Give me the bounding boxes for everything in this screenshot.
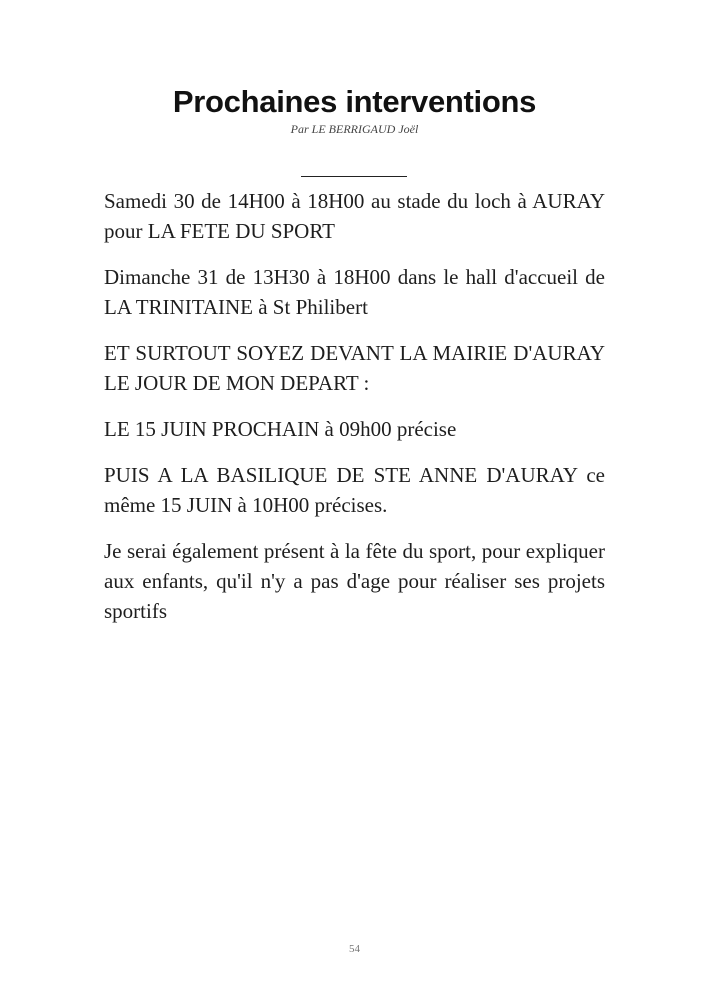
paragraph-samedi: Samedi 30 de 14H00 à 18H00 au stade du loch à AURAY pour LA FETE DU SPORT — [104, 189, 605, 243]
author-byline: Par LE BERRIGAUD Joël — [290, 122, 419, 136]
page-title: Prochaines interventions — [172, 84, 537, 119]
paragraph-basilique: PUIS A LA BASILIQUE DE STE ANNE D'AURAY ce même 15 JUIN à 10H00 précises. — [104, 463, 605, 517]
paragraph-mairie: ET SURTOUT SOYEZ DEVANT LA MAIRIE D'AURAY LE JOUR DE MON DEPART : — [104, 341, 605, 395]
paragraph-dimanche: Dimanche 31 de 13H30 à 18H00 dans le hall d'accueil de LA TRINITAINE à St Philibert — [104, 265, 605, 319]
body-text — [104, 186, 605, 642]
title-divider — [301, 176, 407, 177]
paragraph-15-juin: LE 15 JUIN PROCHAIN à 09h00 précise — [104, 417, 457, 441]
paragraph-fete-du-sport: Je serai également présent à la fête du sport, pour expliquer aux enfants, qu'il n'y a pas d'age pour réaliser ses projets sportifs — [104, 539, 605, 623]
page-number: 54 — [349, 943, 360, 955]
